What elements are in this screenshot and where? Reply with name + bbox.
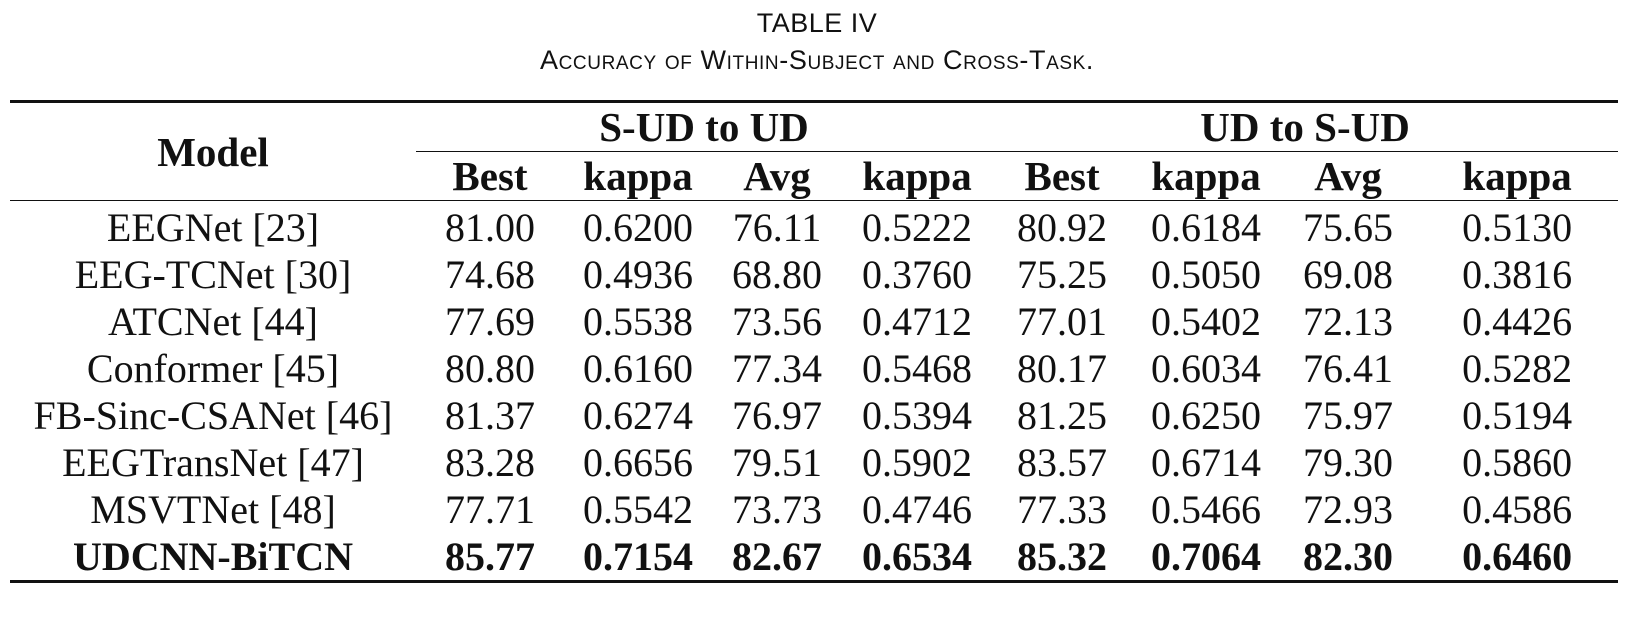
table-cell: 79.30 bbox=[1303, 440, 1394, 485]
table-caption: Accuracy of Within-Subject and Cross-Task. bbox=[540, 45, 1094, 75]
table-cell: 68.80 bbox=[732, 252, 822, 297]
table-label: TABLE IV bbox=[756, 8, 878, 38]
table-cell: 0.6656 bbox=[583, 440, 693, 485]
table-cell: 73.56 bbox=[732, 299, 822, 344]
table-cell: 0.5902 bbox=[862, 440, 973, 485]
table-cell: 0.6250 bbox=[1151, 393, 1262, 438]
table-cell: 0.5050 bbox=[1151, 252, 1262, 297]
table-row bbox=[10, 439, 1618, 486]
table-cell: 69.08 bbox=[1303, 252, 1394, 297]
table-cell: 0.6200 bbox=[583, 205, 693, 250]
table-cell: 0.6184 bbox=[1151, 205, 1262, 250]
table-cell: 76.97 bbox=[732, 393, 822, 438]
table-cell: 83.28 bbox=[445, 440, 535, 485]
model-name: MSVTNet [48] bbox=[90, 487, 336, 532]
subheader-best: Best bbox=[1024, 153, 1100, 199]
table-row bbox=[10, 345, 1618, 392]
table-cell: 75.65 bbox=[1303, 205, 1394, 250]
table-cell: 85.32 bbox=[1017, 534, 1108, 579]
subheader-best: Best bbox=[452, 153, 528, 199]
model-name: EEG-TCNet [30] bbox=[74, 252, 352, 297]
model-column-header: Model bbox=[10, 102, 416, 201]
table-cell: 82.30 bbox=[1303, 534, 1394, 579]
subheader-kappa: kappa bbox=[583, 153, 693, 199]
model-name: Conformer [45] bbox=[86, 346, 340, 391]
table-cell: 76.11 bbox=[732, 205, 822, 250]
model-name: UDCNN-BiTCN bbox=[73, 534, 353, 579]
table-cell: 0.5468 bbox=[862, 346, 973, 391]
table-cell: 0.7154 bbox=[583, 534, 693, 579]
model-name: EEGTransNet [47] bbox=[62, 440, 364, 485]
table-cell: 72.93 bbox=[1303, 487, 1394, 532]
table-cell: 0.6274 bbox=[583, 393, 693, 438]
model-name: EEGNet [23] bbox=[106, 205, 320, 250]
table-cell: 81.37 bbox=[445, 393, 535, 438]
table-cell: 73.73 bbox=[732, 487, 822, 532]
table-cell: 0.7064 bbox=[1151, 534, 1262, 579]
table-row bbox=[10, 392, 1618, 439]
table-row bbox=[10, 201, 1618, 252]
table-cell: 0.6534 bbox=[862, 534, 973, 579]
table-cell: 0.5466 bbox=[1151, 487, 1262, 532]
table-cell: 77.34 bbox=[732, 346, 822, 391]
group-header-ud-to-sud: UD to S-UD bbox=[992, 102, 1618, 152]
table-row bbox=[10, 486, 1618, 533]
table-cell: 0.4936 bbox=[583, 252, 693, 297]
table-row bbox=[10, 298, 1618, 345]
table-cell: 0.4746 bbox=[862, 487, 973, 532]
subheader-avg: Avg bbox=[1314, 153, 1382, 199]
table-cell: 80.92 bbox=[1017, 205, 1108, 250]
group-header-sud-to-ud: S-UD to UD bbox=[416, 102, 992, 152]
table-cell: 0.5130 bbox=[1462, 205, 1573, 250]
table-cell: 0.5538 bbox=[583, 299, 693, 344]
table-cell: 0.5542 bbox=[583, 487, 693, 532]
table-cell: 0.4426 bbox=[1462, 299, 1573, 344]
table-cell: 0.6160 bbox=[583, 346, 693, 391]
table-cell: 72.13 bbox=[1303, 299, 1394, 344]
table-cell: 0.3816 bbox=[1462, 252, 1573, 297]
table-cell: 0.6714 bbox=[1151, 440, 1262, 485]
table-cell: 0.6460 bbox=[1462, 534, 1573, 579]
table-row bbox=[10, 251, 1618, 298]
table-cell: 83.57 bbox=[1017, 440, 1108, 485]
table-cell: 0.3760 bbox=[862, 252, 973, 297]
table-cell: 77.69 bbox=[445, 299, 535, 344]
model-name: FB-Sinc-CSANet [46] bbox=[33, 393, 393, 438]
table-cell: 80.80 bbox=[445, 346, 535, 391]
subheader-kappa: kappa bbox=[862, 153, 972, 199]
table-cell: 0.5394 bbox=[862, 393, 973, 438]
table-row-best bbox=[10, 533, 1618, 582]
subheader-kappa: kappa bbox=[1462, 153, 1572, 199]
table-cell: 77.33 bbox=[1017, 487, 1108, 532]
subheader-avg: Avg bbox=[743, 153, 811, 199]
results-table bbox=[10, 100, 1618, 583]
table-cell: 0.5222 bbox=[862, 205, 973, 250]
table-cell: 80.17 bbox=[1017, 346, 1108, 391]
table-cell: 79.51 bbox=[732, 440, 822, 485]
table-cell: 0.4712 bbox=[862, 299, 973, 344]
table-cell: 74.68 bbox=[445, 252, 535, 297]
table-cell: 75.97 bbox=[1303, 393, 1394, 438]
table-cell: 0.5402 bbox=[1151, 299, 1262, 344]
table-cell: 81.00 bbox=[445, 205, 535, 250]
table-cell: 77.01 bbox=[1017, 299, 1108, 344]
table-cell: 81.25 bbox=[1017, 393, 1108, 438]
table-cell: 0.5282 bbox=[1462, 346, 1573, 391]
table-cell: 0.5860 bbox=[1462, 440, 1573, 485]
table-cell: 0.6034 bbox=[1151, 346, 1262, 391]
table-cell: 82.67 bbox=[732, 534, 822, 579]
model-name: ATCNet [44] bbox=[108, 299, 318, 344]
table-cell: 0.5194 bbox=[1462, 393, 1573, 438]
subheader-kappa: kappa bbox=[1151, 153, 1261, 199]
table-cell: 76.41 bbox=[1303, 346, 1394, 391]
table-cell: 85.77 bbox=[445, 534, 535, 579]
table-cell: 75.25 bbox=[1017, 252, 1108, 297]
table-cell: 0.4586 bbox=[1462, 487, 1573, 532]
table-cell: 77.71 bbox=[445, 487, 535, 532]
